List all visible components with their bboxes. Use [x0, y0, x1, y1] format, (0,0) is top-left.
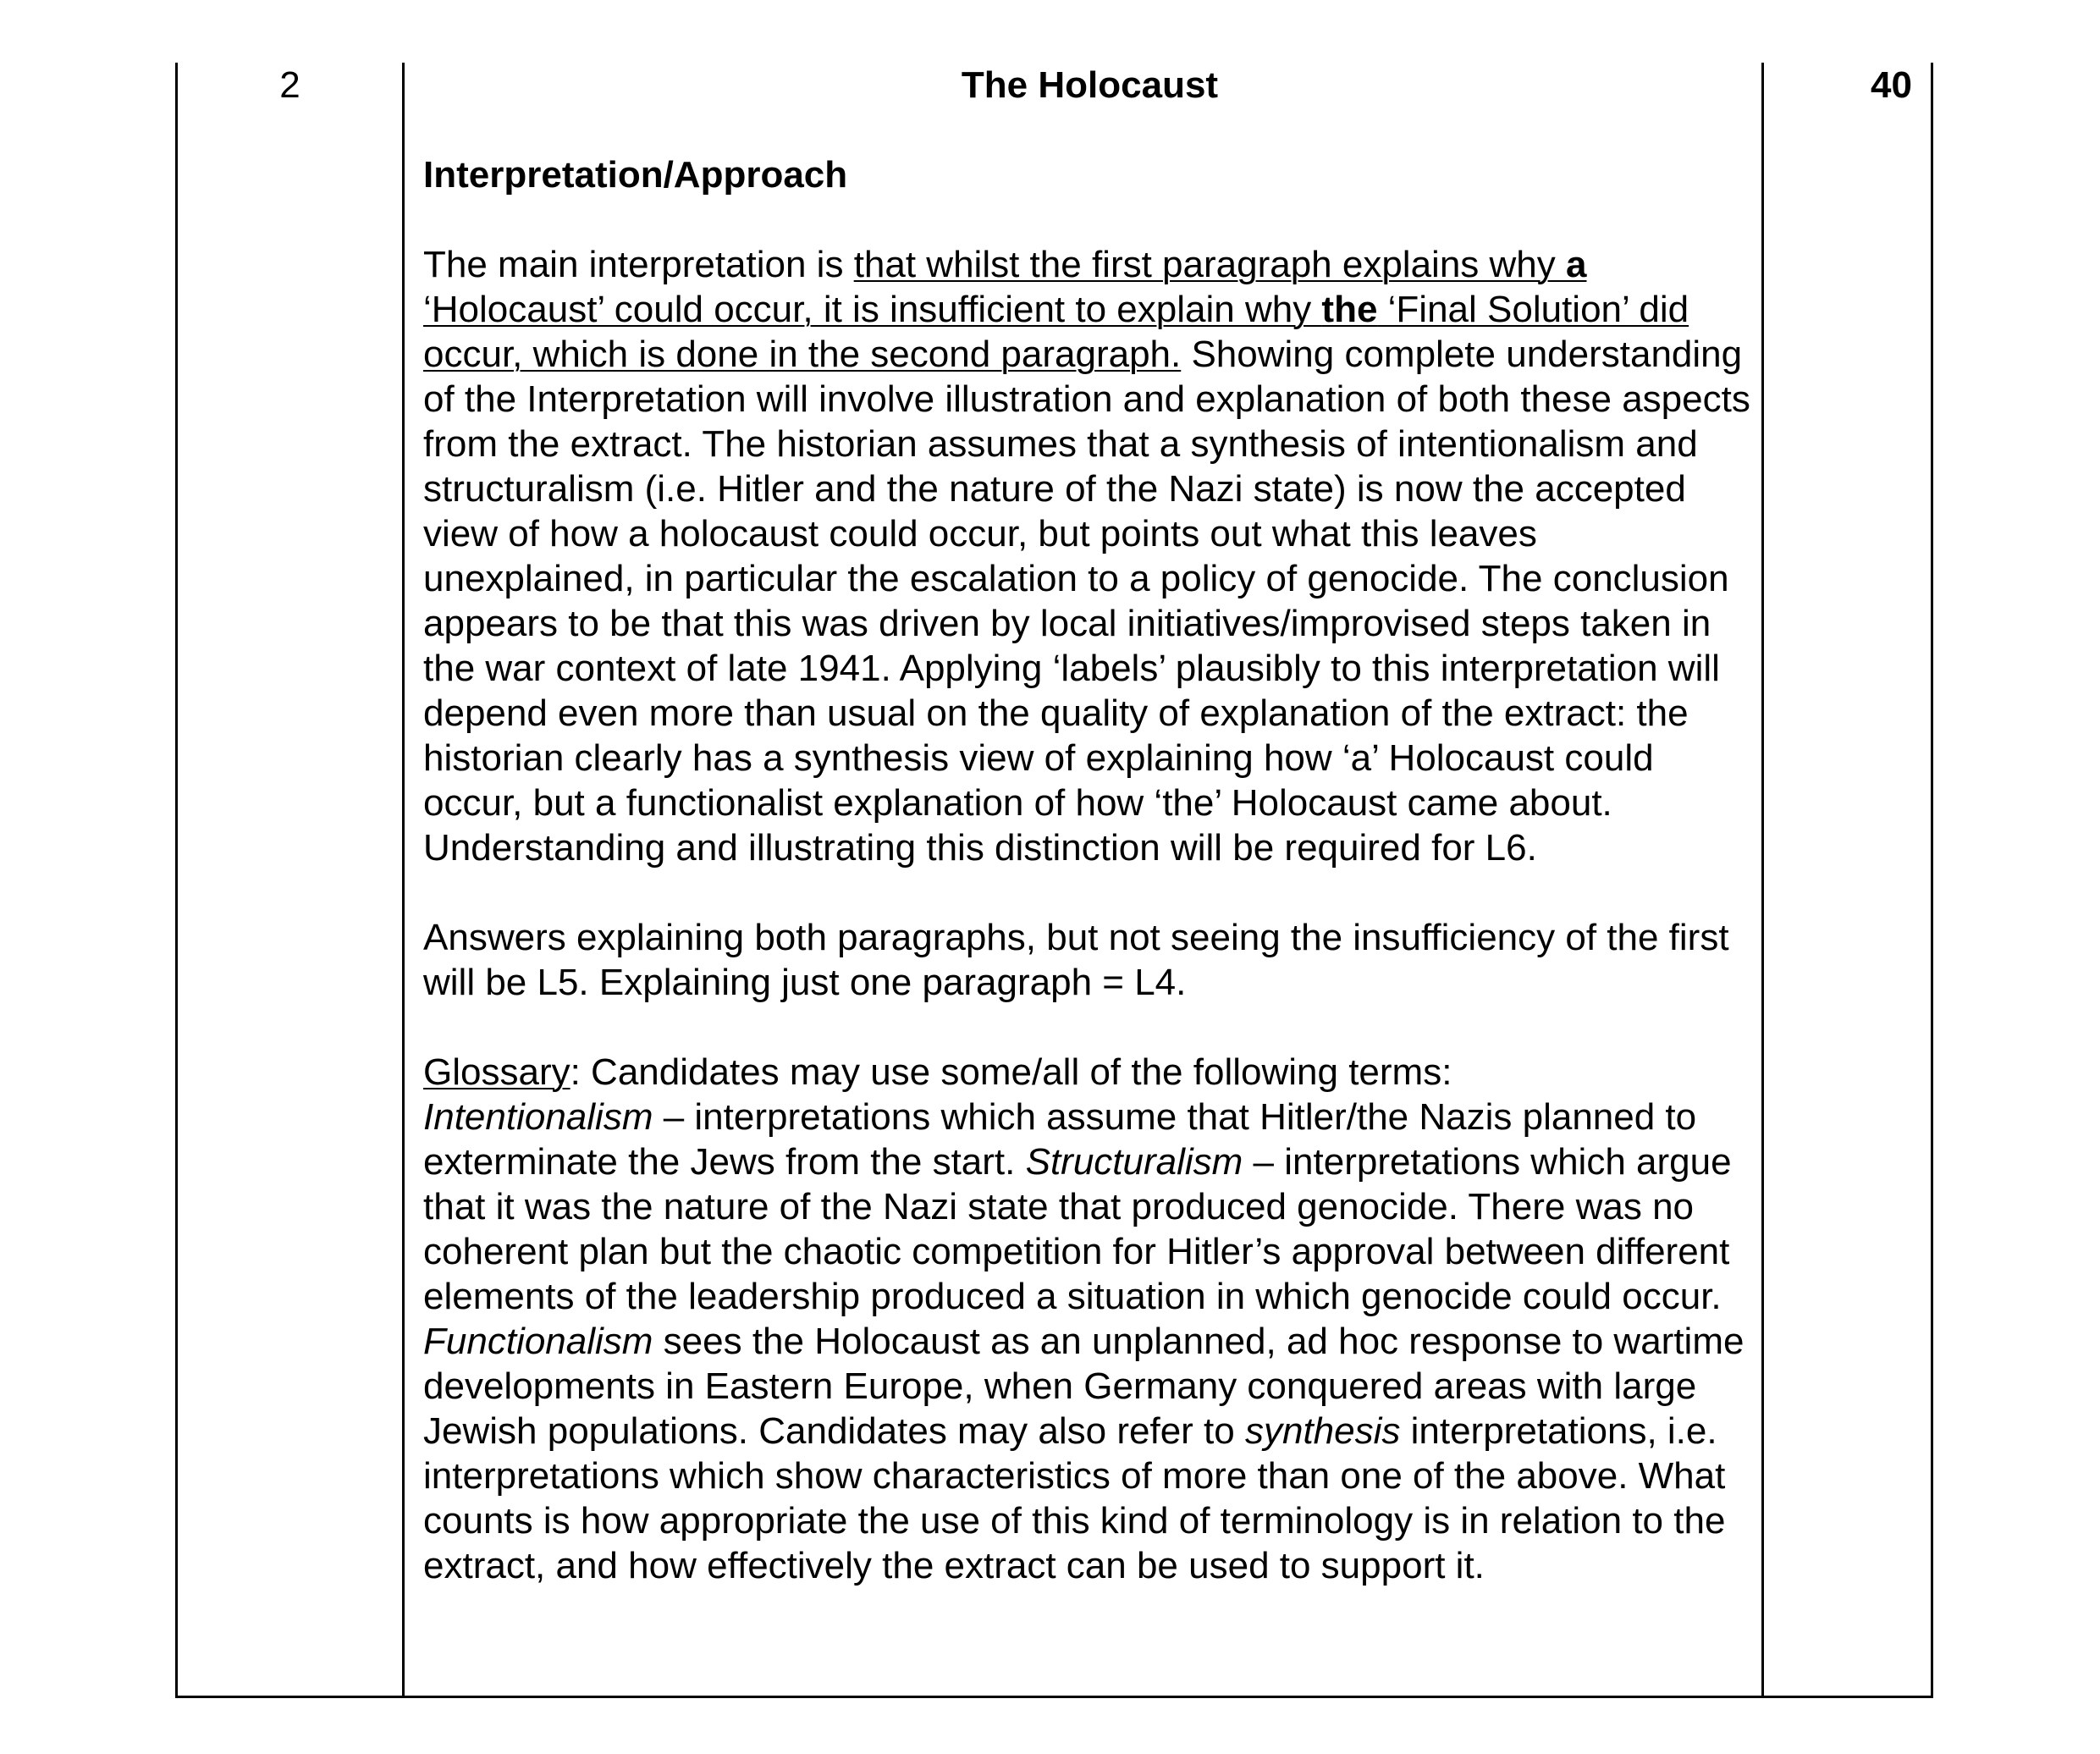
levels-paragraph: Answers explaining both paragraphs, but not seeing the insufficiency of the first will be L5. Explaining just one paragraph = L4.	[423, 917, 1729, 1003]
underlined-text: ‘Final Solution’ did occur, which is done in the second paragraph.	[423, 289, 1689, 375]
glossary-term: Intentionalism	[423, 1096, 653, 1138]
bold-underlined-text: the	[1321, 289, 1378, 330]
glossary-term: Structuralism	[1025, 1141, 1243, 1183]
glossary-intro: : Candidates may use some/all of the following terms:	[570, 1051, 1452, 1093]
text-span: The main interpretation is	[423, 244, 854, 285]
question-marks: 40	[1871, 64, 1912, 106]
question-title: The Holocaust	[961, 64, 1219, 106]
glossary-definition: – interpretations which argue that it was the nature of the Nazi state that produced genocide. There was no coherent plan but the chaotic competition for Hitler’s approval between different elements of the leadership produced a situation in which genocide could occur.	[423, 1141, 1732, 1317]
interpretation-paragraph	[423, 242, 1756, 870]
glossary-paragraph	[423, 1050, 1756, 1588]
underlined-text: ‘Holocaust’ could occur, it is insufficient to explain why	[423, 289, 1322, 330]
glossary-definition: interpretations, i.e. interpretations which show characteristics of more than one of the above. What counts is how appropriate the use of this kind of terminology is in relation to the extract, and how effectively the extract can be used to support it.	[423, 1410, 1726, 1586]
underlined-text: that whilst the first paragraph explains why	[853, 244, 1566, 285]
glossary-term: synthesis	[1244, 1410, 1401, 1452]
bold-underlined-text: a	[1566, 244, 1587, 285]
question-number: 2	[279, 64, 300, 106]
answer-content	[423, 63, 1756, 1588]
glossary-definition: sees the Holocaust as an unplanned, ad hoc response to wartime developments in Eastern Europe, when Germany conquered areas with large Jewish populations. Candidates may also refer to	[423, 1321, 1744, 1452]
glossary-term: Functionalism	[423, 1321, 653, 1362]
column-divider	[1761, 63, 1764, 1696]
glossary-label: Glossary	[423, 1051, 570, 1093]
text-span: Showing complete understanding of the Interpretation will involve illustration and explanation of both these aspects from the extract. The historian assumes that a synthesis of intentionalism and structuralism (i.e. Hitler and the nature of the Nazi state) is now the accepted view of how a holocaust could occur, but points out what this leaves unexplained, in particular the escalation to a policy of genocide. The conclusion appears to be that this was driven by local initiatives/improvised steps taken in the war context of late 1941. Applying ‘labels’ plausibly to this interpretation will depend even more than usual on the quality of explanation of the extract: the historian clearly has a synthesis view of explaining how ‘a’ Holocaust could occur, but a functionalist explanation of how ‘the’ Holocaust came about. Understanding and illustrating this distinction will be required for L6.	[423, 334, 1750, 869]
mark-scheme-table	[175, 63, 1933, 1698]
section-heading: Interpretation/Approach	[423, 154, 848, 196]
glossary-definition: – interpretations which assume that Hitler/the Nazis planned to exterminate the Jews from the start.	[423, 1096, 1697, 1183]
column-divider	[402, 63, 405, 1696]
